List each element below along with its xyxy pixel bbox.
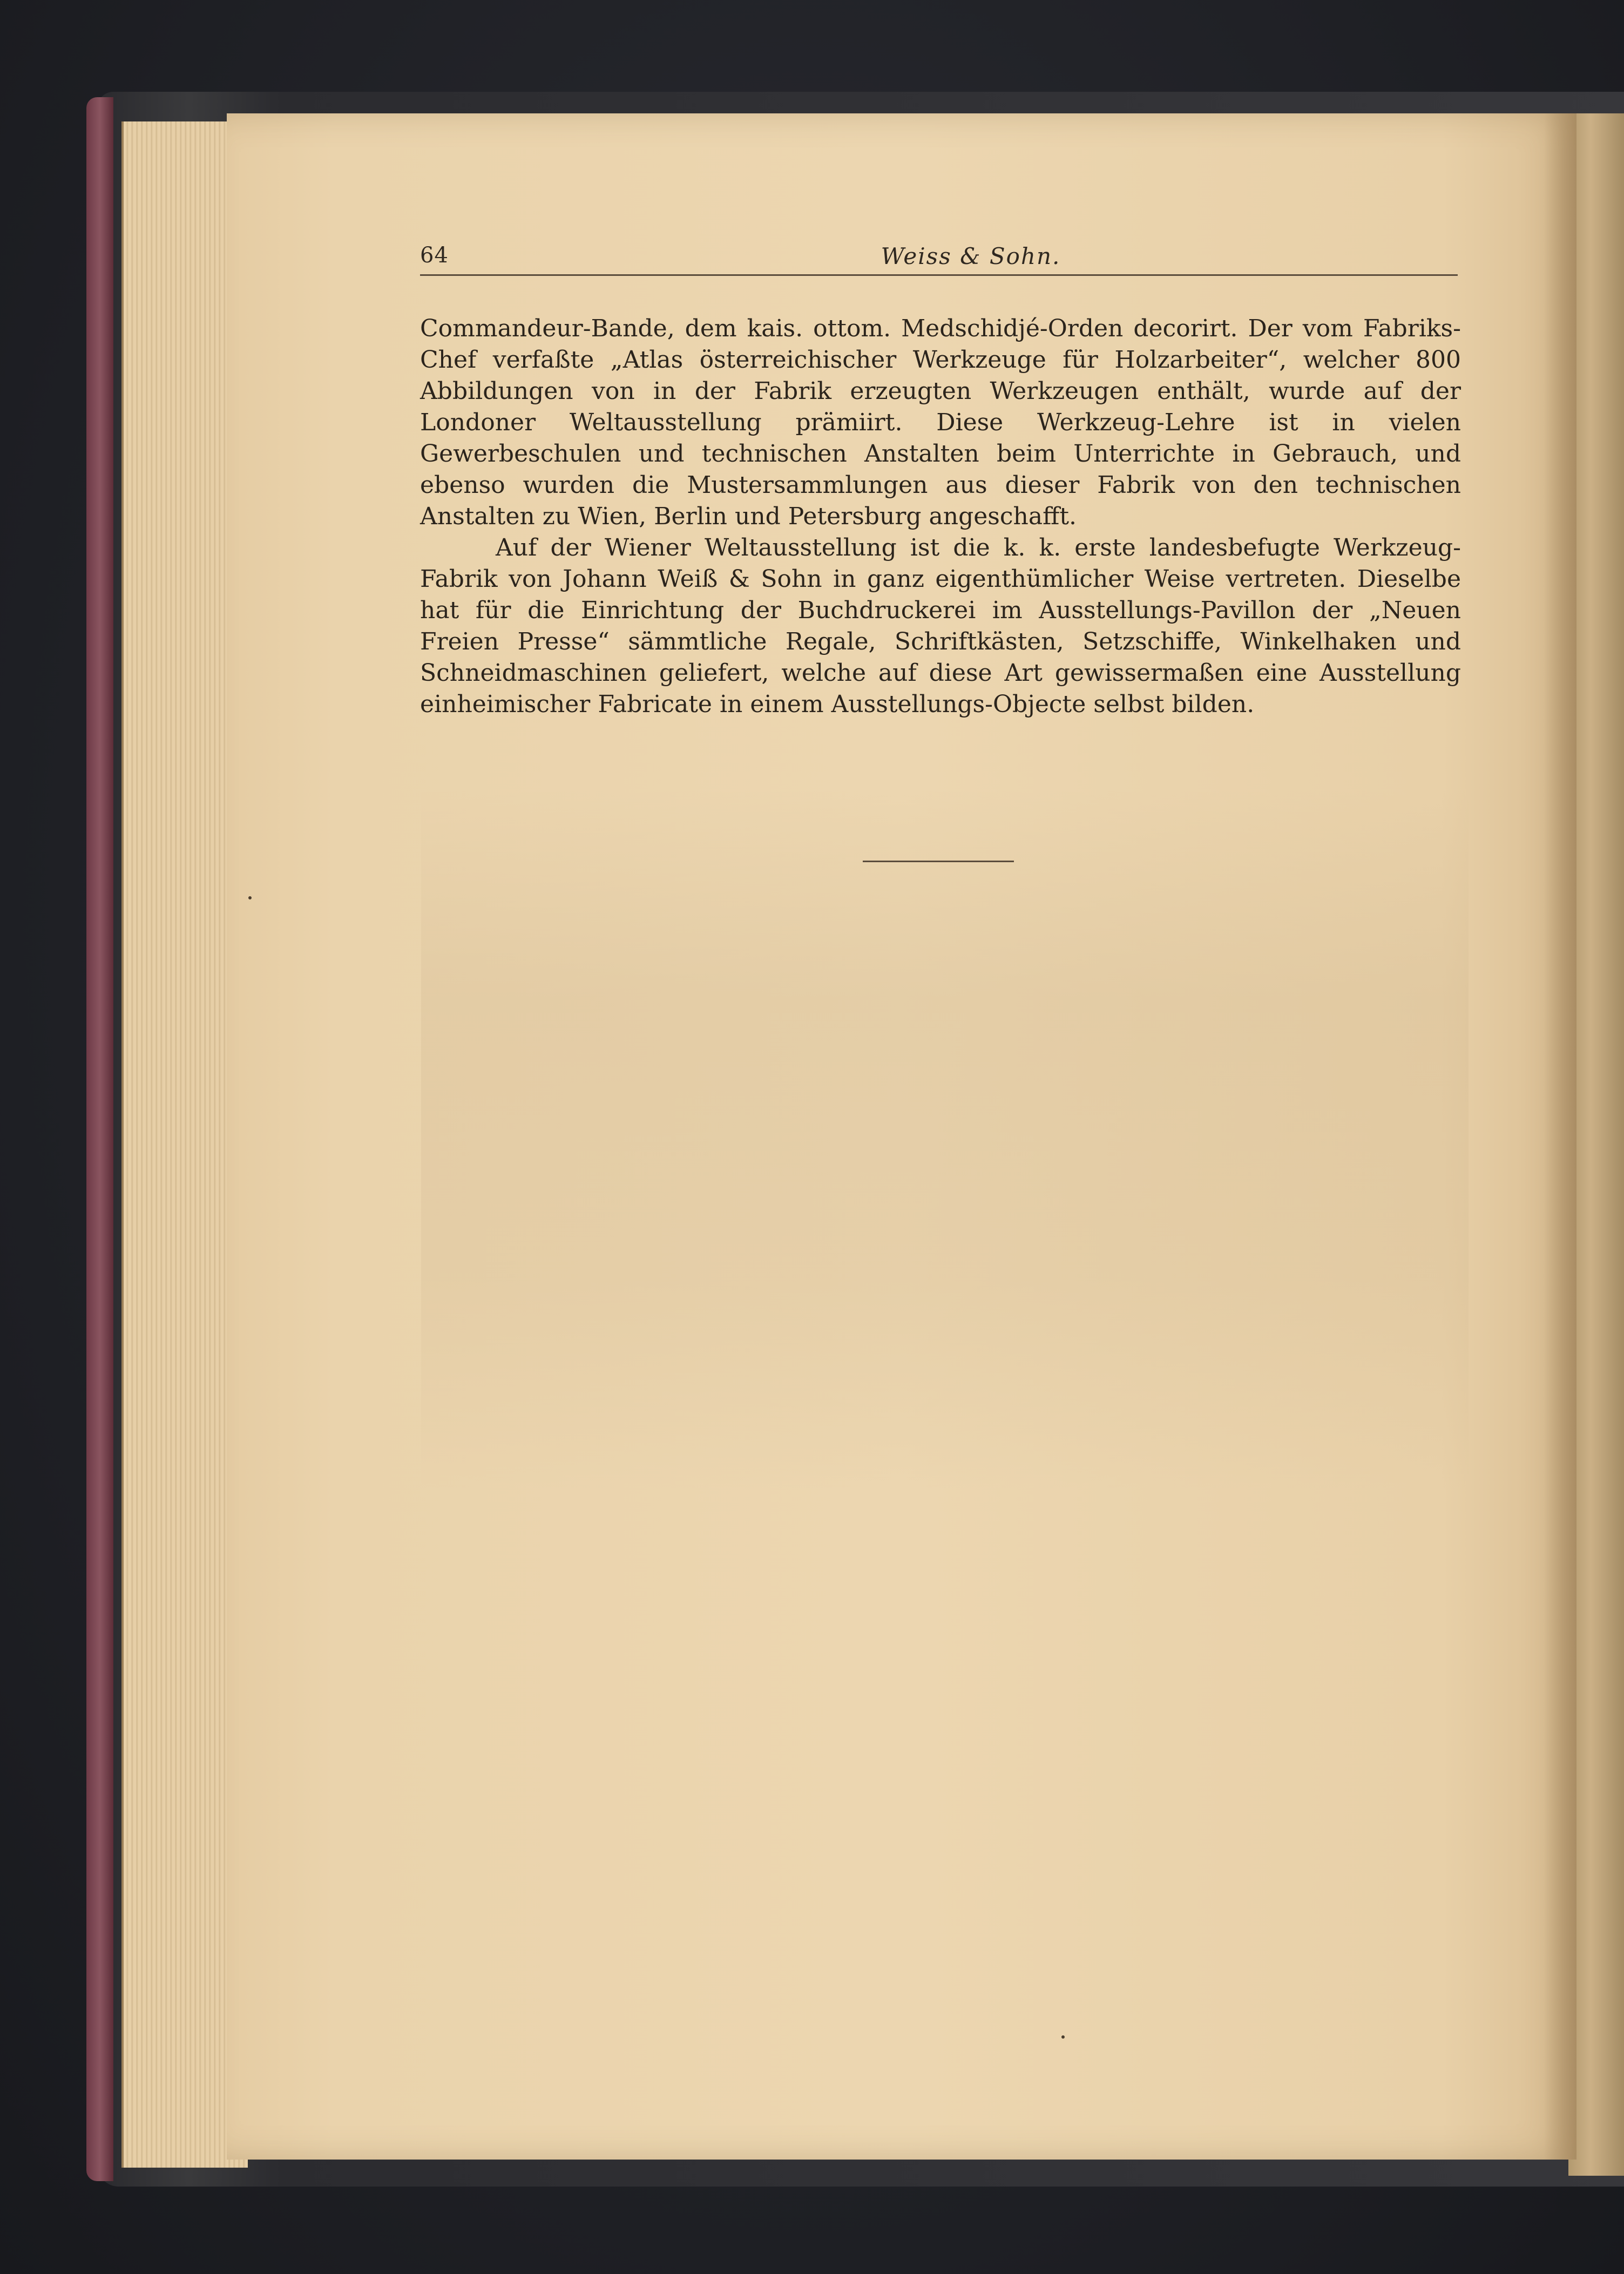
header-rule bbox=[420, 274, 1458, 276]
book-spine-edge bbox=[86, 97, 113, 2181]
section-end-rule bbox=[863, 861, 1014, 862]
page-number: 64 bbox=[420, 243, 449, 268]
paper-speck bbox=[1061, 2035, 1065, 2039]
paragraph: Auf der Wiener Weltausstellung ist die k. k. erste landesbefugte Werkzeug-Fabrik von Johann Weiß & Sohn in ganz eigenthümlicher Weise vertreten. Dieselbe hat für die Einrichtung der Buchdruckerei im Ausstellungs-Pavillon der „Neuen Freien Presse“ sämmtliche Regale, Schriftkästen, Setzschiffe, Winkelhaken und Schneidmaschinen geliefert, welche auf diese Art gewissermaßen eine Ausstellung einheimischer Fabricate in einem Ausstellungs-Objecte selbst bilden. bbox=[420, 534, 1461, 718]
body-text bbox=[420, 313, 1461, 720]
paper-speck bbox=[248, 896, 252, 899]
show-through-shading bbox=[421, 788, 1469, 1490]
running-head: Weiss & Sohn. bbox=[881, 243, 1061, 269]
facing-page-edge bbox=[1568, 113, 1624, 2176]
paragraph: Commandeur-Bande, dem kais. ottom. Medschidjé-Orden decorirt. Der vom Fabriks-Chef verfaßte „Atlas österreichischer Werkzeuge für Holzarbeiter“, welcher 800 Abbildungen von in der Fabrik erzeugten Werkzeugen enthält, wurde auf der Londoner Weltausstellung prämiirt. Diese Werkzeug-Lehre ist in vielen Gewerbeschulen und technischen Anstalten beim Unterrichte in Gebrauch, und ebenso wurden die Mustersammlungen aus dieser Fabrik von den technischen Anstalten zu Wien, Berlin und Petersburg angeschafft. bbox=[420, 315, 1461, 530]
gutter-shadow bbox=[1544, 113, 1576, 2160]
page-header bbox=[420, 238, 1457, 275]
